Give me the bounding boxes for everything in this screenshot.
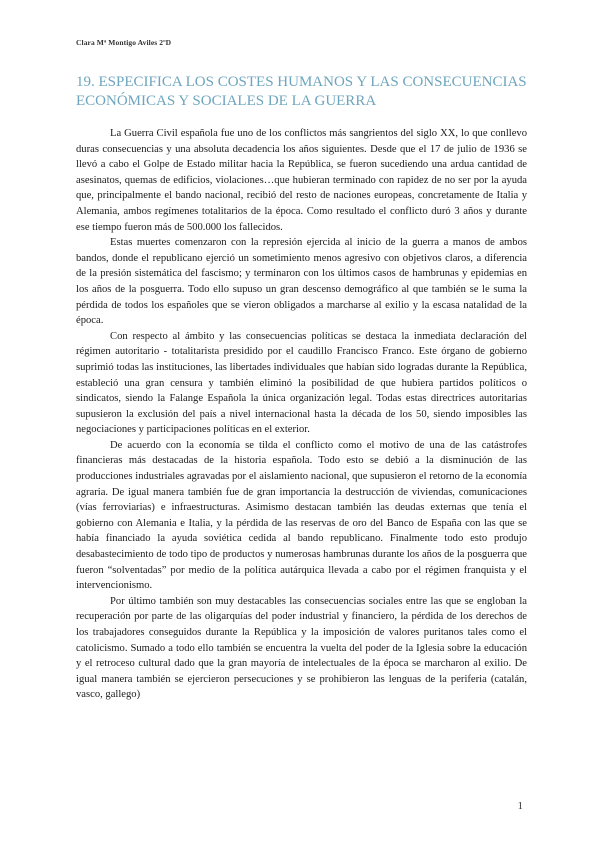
page-number: 1: [517, 800, 523, 812]
paragraph-1: La Guerra Civil española fue uno de los conflictos más sangrientos del siglo XX, lo que conllevo duras consecuencias y una absoluta decadencia los años siguientes. Desde que el 17 de julio de 1936 se llevó a cabo el Golpe de Estado militar hacia la República, se fueron sucediendo una ardua cantidad de asesinatos, quemas de edificios, violaciones…que hubieran terminado con rapidez de no ser por la ayuda que, principalmente el bando nacional, recibió del resto de naciones europeas, concretamente de Italia y Alemania, ambos regímenes totalitarios de la época. Como resultado el conflicto duró 3 años y durante ese tiempo fueron más de 500.000 los fallecidos.: [76, 128, 527, 233]
paragraph-5: Por último también son muy destacables las consecuencias sociales entre las que se engloban la recuperación por parte de las oligarquías del poder industrial y financiero, la pérdida de los derechos de los trabajadores conseguidos durante la República y la imposición de valores puritanos tales como el catolicismo. Sumado a todo ello también se encuentra la vuelta del poder de la Iglesia sobre la educación y el retroceso cultural dado que la gran mayoría de intelectuales de la época se marcharon al exilio. De igual manera también se ejercieron persecuciones y se prohibieron las lenguas de la periferia (catalán, vasco, gallego): [76, 595, 527, 701]
document-body: [76, 126, 527, 703]
paragraph-2: Estas muertes comenzaron con la represión ejercida al inicio de la guerra a manos de ambos bandos, donde el republicano ejerció un sometimiento menos agresivo con objetivos claros, a diferencia de la presión sistemática del fascismo; y terminaron con los últimos casos de hambrunas y epidemias en los años de la posguerra. Todo ello supuso un gran descenso demográfico al que también se le suma la pérdida de todos los españoles que se vieron obligados a marcharse al exilio y la escasa natalidad de la época.: [76, 237, 527, 327]
page-title: 19. ESPECIFICA LOS COSTES HUMANOS Y LAS CONSECUENCIAS ECONÓMICAS Y SOCIALES DE LA GUERRA: [76, 74, 527, 109]
paragraph-3: Con respecto al ámbito y las consecuencias políticas se destaca la inmediata declaración del régimen autoritario - totalitarista presidido por el caudillo Francisco Franco. Este órgano de gobierno suprimió todas las instituciones, las libertades individuales que habían sido logradas durante la República, estableció una gran censura y también eliminó la posibilidad de que hubiera partidos políticos o sindicatos, siendo la Falange Española la única organización legal. Todas estas directrices autoritarias supusieron la exclusión del país a nivel internacional hasta la década de los 50, siendo imposibles las negociaciones y participaciones políticas en el exterior.: [76, 330, 527, 436]
page-header-author: Clara Mª Montigo Aviles 2ºD: [76, 38, 172, 47]
paragraph-4: De acuerdo con la economía se tilda el conflicto como el motivo de una de las catástrofes financieras más destacadas de la historia española. Todo esto se debió a la disminución de las producciones industriales agravadas por el aislamiento nacional, que supusieron el retorno de la economía agraria. De igual manera también fue de gran importancia la destrucción de viviendas, comunicaciones (vías ferroviarias) e infraestructuras. Asimismo destacan también las deudas externas que tenía el gobierno con Alemania e Italia, y la pérdida de las reservas de oro del Banco de España con las que se había financiado la ayuda soviética cedida al bando republicano. Finalmente todo esto produjo desabastecimiento de todo tipo de productos y numerosas hambrunas durante los años de la posguerra que fueron “solventadas” por medio de la política autárquica llevada a cabo por el régimen franquista y el intervencionismo.: [76, 439, 527, 592]
